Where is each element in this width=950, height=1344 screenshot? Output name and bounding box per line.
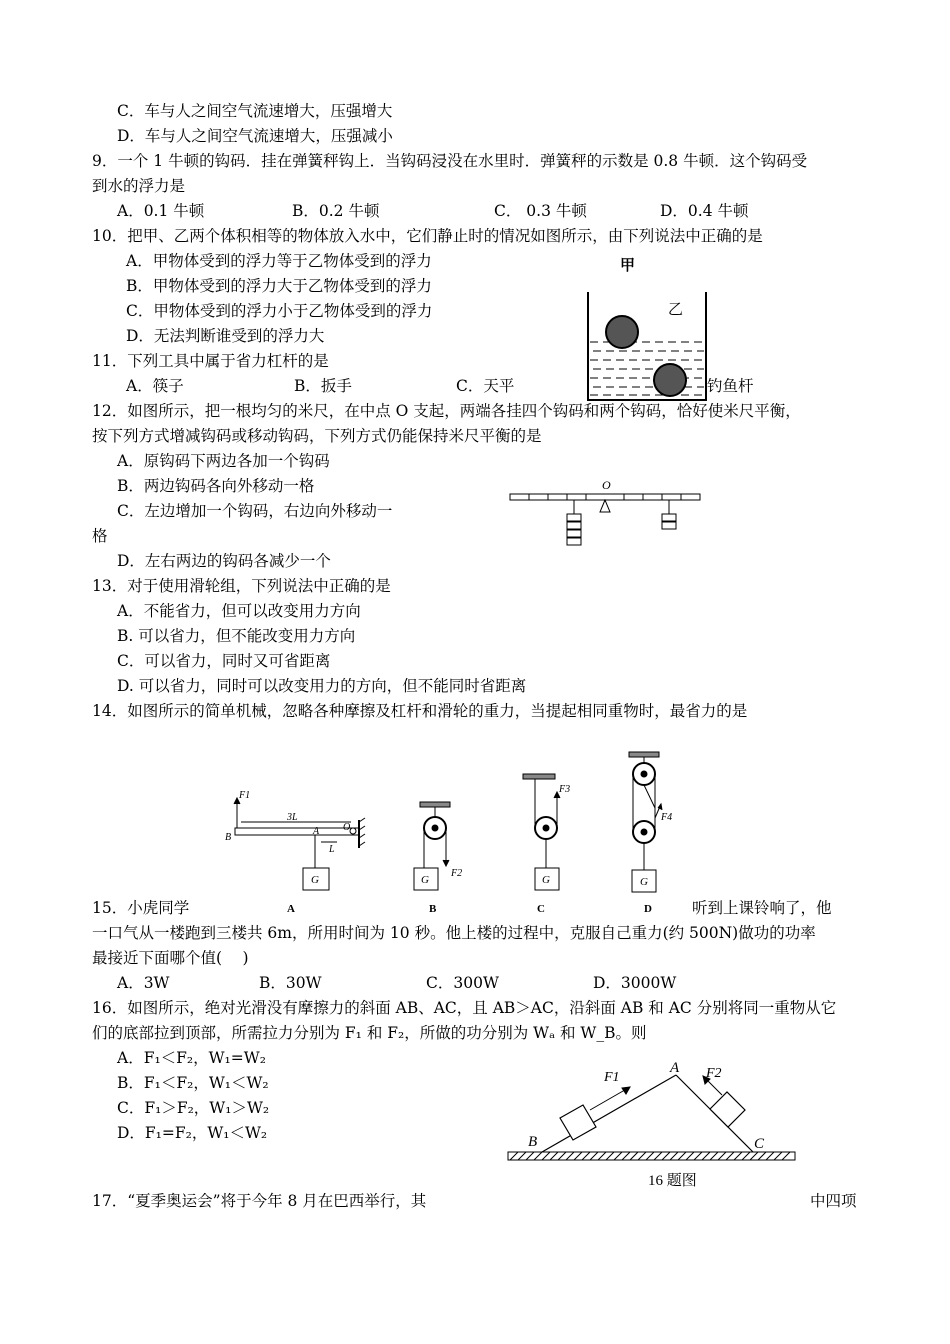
q16-block-left <box>560 1105 596 1140</box>
q11-option-c: C．天平 <box>456 377 515 395</box>
q16-caption: 16 题图 <box>648 1173 697 1189</box>
q14-a-o: O <box>343 822 351 833</box>
q10-stem: 10．把甲、乙两个体积相等的物体放入水中，它们静止时的情况如图所示，由下列说法中正确的是 <box>92 227 763 245</box>
q9-stem-cont: 到水的浮力是 <box>92 177 186 195</box>
q11-option-b: B．扳手 <box>294 377 352 395</box>
q12-option-a: A．原钩码下两边各加一个钩码 <box>117 452 330 470</box>
q16-option-c: C．F₁＞F₂，W₁＞W₂ <box>117 1099 270 1117</box>
q16-block-right <box>710 1092 745 1127</box>
q15-stem-right: 听到上课铃响了，他 <box>692 899 832 917</box>
q12-stem: 12．如图所示，把一根均匀的米尺，在中点 O 支起，两端各挂四个钩码和两个钩码，恰好使米尺平衡， <box>92 402 801 420</box>
q14-a-3l: 3L <box>287 812 298 823</box>
q14-pulley-block-d <box>629 752 662 892</box>
q14-label-c: C <box>537 903 545 915</box>
q17-stem: 17．“夏季奥运会”将于今年 8 月在巴西举行，其 <box>92 1192 427 1210</box>
q10-option-c: C．甲物体受到的浮力小于乙物体受到的浮力 <box>126 302 433 320</box>
q16-stem: 16．如图所示，绝对光滑没有摩擦力的斜面 AB、AC，且 AB＞AC，沿斜面 AB 和 AC 分别将同一重物从它 <box>92 999 837 1017</box>
q14-a-a: A <box>313 826 320 837</box>
q14-d-g: G <box>640 876 648 888</box>
q16-ground <box>508 1152 795 1160</box>
q9-option-b: B．0.2 牛顿 <box>292 202 380 220</box>
q14-fixed-pulley-b <box>414 802 450 890</box>
q14-stem: 14．如图所示的简单机械，忽略各种摩擦及杠杆和滑轮的重力，当提起相同重物时，最省力的是 <box>92 702 748 720</box>
q14-label-b: B <box>429 903 437 915</box>
q12-right-weights <box>662 500 676 529</box>
q13-option-c: C．可以省力，同时又可省距离 <box>117 652 331 670</box>
q16-stem-cont: 们的底部拉到顶部，所需拉力分别为 F₁ 和 F₂，所做的功分别为 Wₐ 和 W_B。则 <box>92 1024 647 1042</box>
q16-option-a: A．F₁＜F₂，W₁=W₂ <box>117 1049 266 1067</box>
q12-figure <box>505 478 705 554</box>
q12-option-b: B．两边钩码各向外移动一格 <box>117 477 315 495</box>
q11-option-d: 钓鱼杆 <box>707 377 754 395</box>
q13-option-b: B. 可以省力，但不能改变用力方向 <box>117 627 356 645</box>
q14-a-l: L <box>329 844 335 855</box>
q10-option-a: A．甲物体受到的浮力等于乙物体受到的浮力 <box>126 252 432 270</box>
q10-option-d: D．无法判断谁受到的浮力大 <box>126 327 325 345</box>
q14-c-g: G <box>542 874 550 886</box>
q9-option-a: A．0.1 牛顿 <box>117 202 205 220</box>
q16-option-d: D．F₁=F₂，W₁＜W₂ <box>117 1124 268 1142</box>
q16-option-b: B．F₁＜F₂，W₁＜W₂ <box>117 1074 269 1092</box>
q14-label-d: D <box>644 903 652 915</box>
q12-left-weights <box>567 500 581 545</box>
q14-d-f4: F4 <box>661 812 673 823</box>
q15-option-b: B．30W <box>259 974 322 992</box>
q12-pivot-label: O <box>602 478 611 492</box>
q8-option-c: C．车与人之间空气流速增大，压强增大 <box>117 102 393 120</box>
q15-stem-end: 最接近下面哪个值( ) <box>92 949 249 967</box>
q12-fulcrum <box>600 500 610 512</box>
q16-label-f2: F2 <box>706 1066 722 1081</box>
q13-option-a: A．不能省力，但可以改变用力方向 <box>117 602 361 620</box>
q13-option-d: D. 可以省力，同时可以改变用力的方向，但不能同时省距离 <box>117 677 527 695</box>
q12-option-c: C．左边增加一个钩码，右边向外移动一 <box>117 502 393 520</box>
q9-option-c: C． 0.3 牛顿 <box>494 202 587 220</box>
q16-label-f1: F1 <box>604 1070 620 1085</box>
q16-figure <box>500 1055 800 1190</box>
q14-label-a: A <box>287 903 295 915</box>
q16-label-b: B <box>528 1134 538 1150</box>
q15-stem-cont: 一口气从一楼跑到三楼共 6m，所用时间为 10 秒。他上楼的过程中，克服自己重力(约 500N)做功的功率 <box>92 924 816 942</box>
q9-option-d: D．0.4 牛顿 <box>660 202 749 220</box>
q10-ball-jia <box>606 316 638 348</box>
q14-figure <box>215 748 690 918</box>
q14-a-b: B <box>225 832 232 843</box>
q14-lever-a <box>234 798 365 890</box>
q14-b-g: G <box>421 874 429 886</box>
q14-a-f1: F1 <box>239 790 251 801</box>
q14-b-f2: F2 <box>451 868 463 879</box>
q9-stem: 9．一个 1 牛顿的钩码．挂在弹簧秤钩上．当钩码浸没在水里时．弹簧秤的示数是 0.8 牛顿．这个钩码受 <box>92 152 808 170</box>
q15-option-c: C．300W <box>426 974 499 992</box>
q10-label-yi: 乙 <box>668 302 684 318</box>
q11-option-a: A．筷子 <box>126 377 184 395</box>
q12-stem-cont: 按下列方式增减钩码或移动钩码，下列方式仍能保持米尺平衡的是 <box>92 427 542 445</box>
q10-figure <box>580 252 715 404</box>
q15-option-a: A．3W <box>117 974 170 992</box>
q14-movable-pulley-c <box>523 774 560 890</box>
q12-option-c-cont: 格 <box>92 527 108 545</box>
q8-option-d: D．车与人之间空气流速增大，压强减小 <box>117 127 393 145</box>
q17-stem-right: 中四项 <box>810 1192 857 1210</box>
q13-stem: 13．对于使用滑轮组，下列说法中正确的是 <box>92 577 391 595</box>
q12-option-d: D．左右两边的钩码各减少一个 <box>117 552 331 570</box>
q14-a-g: G <box>311 874 319 886</box>
q16-label-a: A <box>670 1060 680 1076</box>
q10-water <box>590 342 704 395</box>
q15-option-d: D．3000W <box>593 974 677 992</box>
q10-label-jia: 甲 <box>620 258 636 274</box>
q11-stem: 11．下列工具中属于省力杠杆的是 <box>92 352 329 370</box>
q16-label-c: C <box>754 1136 765 1152</box>
q15-stem: 15．小虎同学 <box>92 899 190 917</box>
q10-option-b: B．甲物体受到的浮力大于乙物体受到的浮力 <box>126 277 432 295</box>
q14-c-f3: F3 <box>559 784 571 795</box>
q10-ball-yi <box>654 364 686 396</box>
